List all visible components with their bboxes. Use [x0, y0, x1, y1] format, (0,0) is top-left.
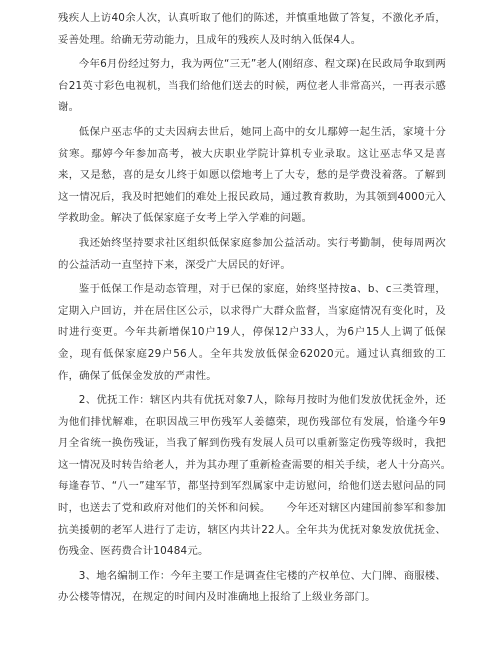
document-page [58, 8, 468, 612]
paragraph-dynamic-management: 鉴于低保工作是动态管理，对于已保的家庭，始终坚持按a、b、c三类管理，定期入户回访，并在居住区公示，以求得广大群众监督，当家庭情况有变化时，及时进行变更。今年共新增保10户19人，停保12户33人，为6户15人上调了低保金，现有低保家庭29户56人。全年共发放低保金62020元。通过认真细致的工作，确保了低保金发放的严肃性。 [58, 283, 446, 382]
paragraph-place-names: 3、地名编制工作：今年主要工作是调查住宅楼的产权单位、大门牌、商服楼、办公楼等情况，在规定的时间内及时准确地上报给了上级业务部门。 [58, 569, 446, 604]
paragraph-disabled-petitions: 残疾人上访40余人次，认真听取了他们的陈述，并慎重地做了答复，不激化矛盾，妥善处理。给确无劳动能力，且成年的残疾人及时纳入低保4人。 [58, 12, 446, 46]
paragraph-tv-donation: 今年6月份经过努力，我为两位“三无”老人(刚绍彦、程文琛)在民政局争取到两台21英寸彩色电视机，当我们给他们送去的时候，两位老人非常高兴，一再表示感谢。 [58, 58, 446, 114]
paragraph-education-aid: 低保户巫志华的丈夫因病去世后，她同上高中的女儿鄢婷一起生活，家境十分贫寒。鄢婷今年参加高考，被大庆职业学院计算机专业录取。这让巫志华又是喜来，又是愁，喜的是女儿终于如愿以偿地考上了大专，愁的是学费没着落。了解到这一情况后，我及时把她们的难处上报民政局，通过教育救助，为其领到4000元入学救助金。解决了低保家庭子女考上学入学难的问题。 [58, 125, 446, 225]
paragraph-public-welfare: 我还始终坚持要求社区组织低保家庭参加公益活动。实行考勤制，使每周两次的公益活动一直坚持下来，深受广大居民的好评。 [58, 236, 446, 271]
paragraph-preferential-care: 2、优抚工作：辖区内共有优抚对象7人，除每月按时为他们发放优抚金外，还为他们排忧解难，在职因战三甲伤残军人姜德荣，现伤残部位有发展，恰逢今年9月全省统一换伤残证，当我了解到伤残有发展人员可以重新鉴定伤残等级时，我把这一情况及时转告给老人，并为其办理了重新检查需要的相关手续，老人十分高兴。 每逢春节、“八一”建军节，都坚持到军烈属家中走访慰问，给他们送去慰问品的同时，也送去了党和政府对他们的关怀和问候。 今年还对辖区内建国前参军和参加抗美援朝的老军人进行了走访，辖区内共计22人。全年共为优抚对象发放优抚金、伤残金、医药费合计10484元。 [58, 394, 468, 558]
